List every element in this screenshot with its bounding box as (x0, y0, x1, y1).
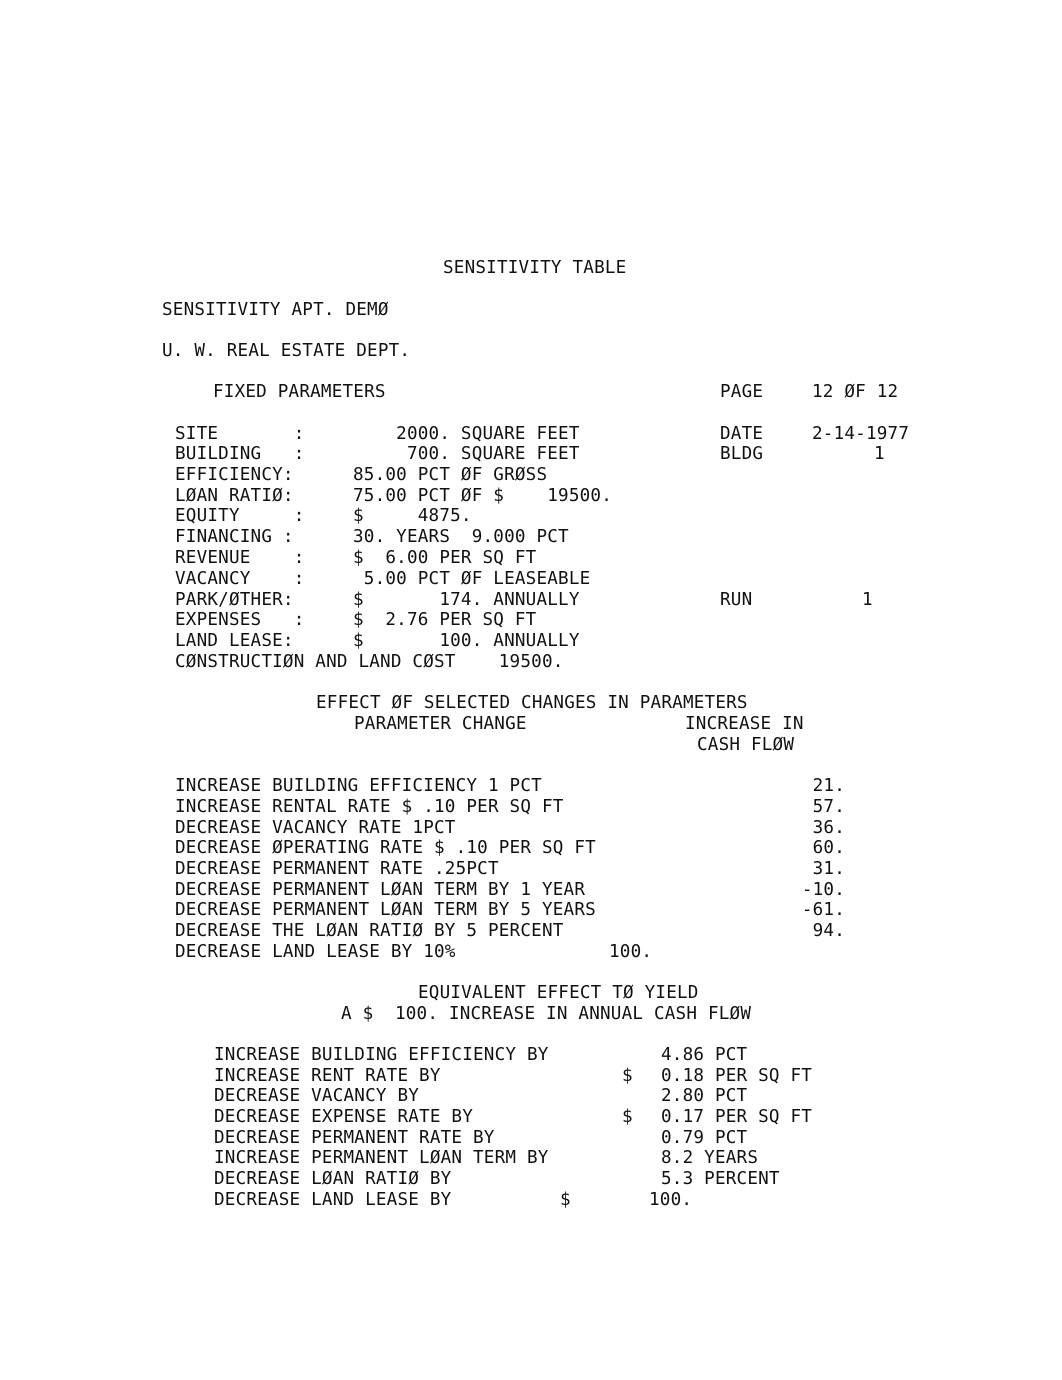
change-description: INCREASE BUILDING EFFICIENCY 1 PCT (175, 776, 542, 796)
table-row (175, 838, 845, 858)
yield-value: 5.3 PERCENT (661, 1169, 780, 1189)
table-row (214, 1107, 854, 1127)
page-label: PAGE (720, 382, 764, 402)
page-title: SENSITIVITY TABLE (443, 258, 627, 278)
increase-column-header: INCREASE IN (685, 714, 804, 734)
table-row (175, 942, 845, 962)
change-description: DECREASE PERMANENT LØAN TERM BY 5 YEARS (175, 900, 596, 920)
table-row (214, 1128, 854, 1148)
cash-flow-column-header: CASH FLØW (697, 735, 795, 755)
parameter-label: LAND LEASE: (175, 631, 294, 651)
yield-label: INCREASE BUILDING EFFICIENCY BY (214, 1045, 549, 1065)
yield-label: DECREASE EXPENSE RATE BY (214, 1107, 474, 1127)
cash-flow-value: -10. (801, 880, 845, 900)
cash-flow-value: 94. (812, 921, 845, 941)
change-description: INCREASE RENTAL RATE $ .10 PER SQ FT (175, 797, 564, 817)
cash-flow-value: -61. (801, 900, 845, 920)
parameter-label: SITE : (175, 424, 305, 444)
parameter-value: $ 100. ANNUALLY (353, 631, 580, 651)
bldg-label: BLDG (720, 444, 764, 464)
parameter-label: EQUITY : (175, 506, 305, 526)
parameter-change-column-header: PARAMETER CHANGE (354, 714, 527, 734)
currency-symbol: $ (560, 1190, 571, 1210)
cash-flow-value: 36. (812, 818, 845, 838)
change-description: DECREASE LAND LEASE BY 10% (175, 942, 456, 962)
table-row (175, 880, 845, 900)
parameter-label: LØAN RATIØ: (175, 486, 294, 506)
yield-label: DECREASE LAND LEASE BY (214, 1190, 452, 1210)
fixed-parameters-heading: FIXED PARAMETERS (213, 382, 386, 402)
change-description: DECREASE PERMANENT RATE .25PCT (175, 859, 499, 879)
yield-value: 100. (649, 1190, 693, 1210)
table-row (175, 859, 845, 879)
parameter-value: $ 6.00 PER SQ FT (353, 548, 537, 568)
effect-heading: EFFECT ØF SELECTED CHANGES IN PARAMETERS (316, 693, 748, 713)
cash-flow-value: 31. (812, 859, 845, 879)
yield-heading: EQUIVALENT EFFECT TØ YIELD (418, 983, 699, 1003)
table-row (175, 776, 845, 796)
date-value: 2-14-1977 (812, 424, 910, 444)
parameter-label: FINANCING : (175, 527, 294, 547)
construction-cost-line: CØNSTRUCTIØN AND LAND CØST 19500. (175, 652, 564, 672)
yield-value: 4.86 PCT (661, 1045, 748, 1065)
organization-name: U. W. REAL ESTATE DEPT. (162, 341, 411, 361)
yield-value: 2.80 PCT (661, 1086, 748, 1106)
change-description: DECREASE PERMANENT LØAN TERM BY 1 YEAR (175, 880, 586, 900)
parameter-label: PARK/ØTHER: (175, 590, 294, 610)
yield-label: DECREASE VACANCY BY (214, 1086, 420, 1106)
parameter-label: BUILDING : (175, 444, 305, 464)
parameter-value: 75.00 PCT ØF $ 19500. (353, 486, 613, 506)
cash-flow-value: 60. (812, 838, 845, 858)
parameter-value: $ 2.76 PER SQ FT (353, 610, 537, 630)
table-row (175, 797, 845, 817)
table-row (214, 1086, 854, 1106)
table-row (214, 1148, 854, 1168)
parameter-label: REVENUE : (175, 548, 305, 568)
cash-flow-value: 100. (609, 942, 653, 962)
table-row (214, 1169, 854, 1189)
parameter-value: 2000. SQUARE FEET (353, 424, 580, 444)
table-row (175, 818, 845, 838)
change-description: DECREASE ØPERATING RATE $ .10 PER SQ FT (175, 838, 596, 858)
date-label: DATE (720, 424, 764, 444)
yield-label: DECREASE LØAN RATIØ BY (214, 1169, 452, 1189)
page-number: 12 ØF 12 (812, 382, 899, 402)
currency-symbol: $ (622, 1107, 633, 1127)
run-label: RUN (720, 590, 753, 610)
yield-value: 0.17 PER SQ FT (661, 1107, 813, 1127)
parameter-label: EXPENSES : (175, 610, 305, 630)
parameter-value: $ 4875. (353, 506, 472, 526)
yield-label: INCREASE RENT RATE BY (214, 1066, 441, 1086)
parameter-label: VACANCY : (175, 569, 305, 589)
parameter-label: EFFICIENCY: (175, 465, 294, 485)
cash-flow-value: 57. (812, 797, 845, 817)
run-value: 1 (862, 590, 873, 610)
parameter-value: 700. SQUARE FEET (353, 444, 580, 464)
change-description: DECREASE THE LØAN RATIØ BY 5 PERCENT (175, 921, 564, 941)
cash-flow-value: 21. (812, 776, 845, 796)
bldg-value: 1 (874, 444, 885, 464)
currency-symbol: $ (622, 1066, 633, 1086)
yield-label: INCREASE PERMANENT LØAN TERM BY (214, 1148, 549, 1168)
table-row (214, 1190, 854, 1210)
yield-value: 8.2 YEARS (661, 1148, 759, 1168)
parameter-value: 85.00 PCT ØF GRØSS (353, 465, 548, 485)
table-row (214, 1045, 854, 1065)
table-row (175, 921, 845, 941)
parameter-value: 5.00 PCT ØF LEASEABLE (353, 569, 591, 589)
parameter-value: 30. YEARS 9.000 PCT (353, 527, 569, 547)
project-name: SENSITIVITY APT. DEMØ (162, 300, 389, 320)
change-description: DECREASE VACANCY RATE 1PCT (175, 818, 456, 838)
yield-value: 0.79 PCT (661, 1128, 748, 1148)
yield-label: DECREASE PERMANENT RATE BY (214, 1128, 495, 1148)
parameter-value: $ 174. ANNUALLY (353, 590, 580, 610)
yield-value: 0.18 PER SQ FT (661, 1066, 813, 1086)
table-row (175, 900, 845, 920)
yield-subheading: A $ 100. INCREASE IN ANNUAL CASH FLØW (341, 1004, 752, 1024)
table-row (214, 1066, 854, 1086)
